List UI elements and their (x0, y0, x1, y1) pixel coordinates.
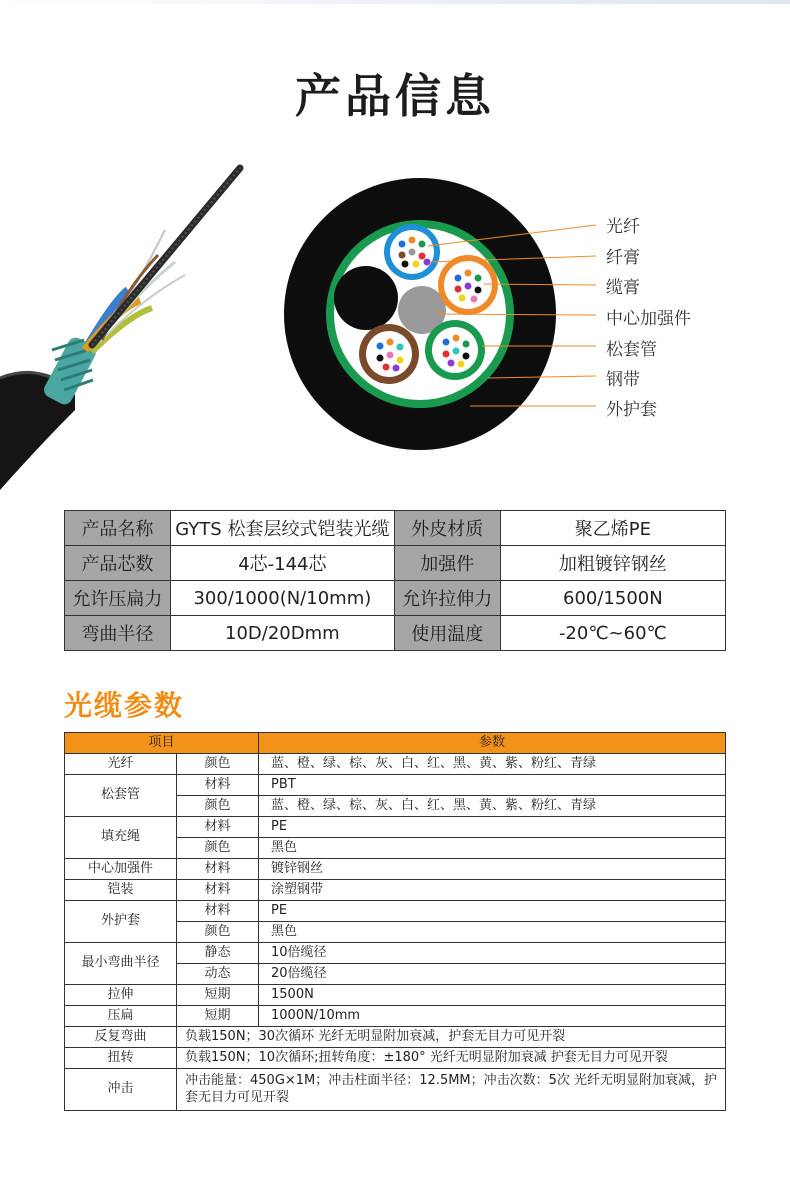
head-item: 项目 (65, 733, 259, 754)
row-value: 20倍缆径 (259, 964, 726, 985)
row-sub: 短期 (177, 985, 259, 1006)
row-value: 蓝、橙、绿、棕、灰、白、红、黑、黄、紫、粉红、青绿 (259, 796, 726, 817)
row-sub: 材料 (177, 775, 259, 796)
row-name: 最小弯曲半径 (65, 943, 177, 985)
label-fiber-gel: 纤膏 (606, 248, 640, 268)
row-name: 填充绳 (65, 817, 177, 859)
label-fiber: 光纤 (606, 217, 640, 237)
table-row (65, 1069, 726, 1111)
table-row (65, 880, 726, 901)
cable-side-view-image (0, 168, 240, 490)
row-value: 黑色 (259, 838, 726, 859)
row-name: 中心加强件 (65, 859, 177, 880)
row-sub: 颜色 (177, 754, 259, 775)
row-name: 冲击 (65, 1069, 177, 1111)
spec-value: GYTS 松套层绞式铠装光缆 (170, 511, 394, 546)
label-cable-gel: 缆膏 (606, 278, 640, 298)
row-name: 扭转 (65, 1048, 177, 1069)
table-row (65, 754, 726, 775)
row-value: 1000N/10mm (259, 1006, 726, 1027)
row-name: 铠装 (65, 880, 177, 901)
row-value: 负载150N；30次循环 光纤无明显附加衰减，护套无目力可见开裂 (177, 1027, 726, 1048)
spec-value: 10D/20Dmm (170, 616, 394, 651)
param-table (64, 732, 726, 1111)
table-row (65, 817, 726, 838)
row-value: 10倍缆径 (259, 943, 726, 964)
row-name: 松套管 (65, 775, 177, 817)
spec-row (65, 546, 726, 581)
row-value: 涂塑钢带 (259, 880, 726, 901)
table-row (65, 775, 726, 796)
spec-value: -20℃~60℃ (500, 616, 725, 651)
row-sub: 材料 (177, 817, 259, 838)
spec-row (65, 511, 726, 546)
row-sub: 材料 (177, 901, 259, 922)
spec-row (65, 616, 726, 651)
top-strip (0, 0, 790, 4)
spec-value: 600/1500N (500, 581, 725, 616)
spec-key: 使用温度 (394, 616, 500, 651)
row-value: PE (259, 901, 726, 922)
spec-value: 300/1000(N/10mm) (170, 581, 394, 616)
table-row (65, 1048, 726, 1069)
label-steel-tape: 钢带 (606, 370, 640, 390)
row-value: PBT (259, 775, 726, 796)
spec-row (65, 581, 726, 616)
row-name: 反复弯曲 (65, 1027, 177, 1048)
spec-key: 允许拉伸力 (394, 581, 500, 616)
spec-key: 产品名称 (65, 511, 171, 546)
table-row (65, 901, 726, 922)
section-title: 光缆参数 (64, 689, 185, 722)
row-sub: 动态 (177, 964, 259, 985)
spec-value: 加粗镀锌钢丝 (500, 546, 725, 581)
row-value: 1500N (259, 985, 726, 1006)
table-row (65, 943, 726, 964)
label-center-strength: 中心加强件 (606, 309, 691, 329)
head-param: 参数 (259, 733, 726, 754)
row-name: 光纤 (65, 754, 177, 775)
row-name: 拉伸 (65, 985, 177, 1006)
row-sub: 颜色 (177, 838, 259, 859)
row-sub: 短期 (177, 1006, 259, 1027)
page-title: 产品信息 (295, 69, 495, 123)
spec-value: 4芯-144芯 (170, 546, 394, 581)
row-name: 压扁 (65, 1006, 177, 1027)
row-sub: 颜色 (177, 922, 259, 943)
row-value: PE (259, 817, 726, 838)
param-head-row (65, 733, 726, 754)
spec-key: 外皮材质 (394, 511, 500, 546)
row-value: 蓝、橙、绿、棕、灰、白、红、黑、黄、紫、粉红、青绿 (259, 754, 726, 775)
row-value: 黑色 (259, 922, 726, 943)
row-value: 负载150N；10次循环;扭转角度：±180° 光纤无明显附加衰减 护套无目力可见开裂 (177, 1048, 726, 1069)
row-value: 冲击能量：450G×1M；冲击柱面半径：12.5MM；冲击次数：5次 光纤无明显附加衰减，护套无目力可见开裂 (177, 1069, 726, 1111)
row-sub: 颜色 (177, 796, 259, 817)
label-loose-tube: 松套管 (606, 340, 657, 360)
row-sub: 材料 (177, 859, 259, 880)
spec-value: 聚乙烯PE (500, 511, 725, 546)
label-outer-sheath: 外护套 (606, 400, 657, 420)
table-row (65, 859, 726, 880)
spec-key: 产品芯数 (65, 546, 171, 581)
spec-key: 加强件 (394, 546, 500, 581)
table-row (65, 1027, 726, 1048)
spec-table (64, 510, 726, 651)
spec-key: 允许压扁力 (65, 581, 171, 616)
spec-key: 弯曲半径 (65, 616, 171, 651)
cable-cross-section (284, 178, 596, 450)
row-name: 外护套 (65, 901, 177, 943)
row-sub: 材料 (177, 880, 259, 901)
table-row (65, 985, 726, 1006)
row-sub: 静态 (177, 943, 259, 964)
row-value: 镀锌钢丝 (259, 859, 726, 880)
table-row (65, 1006, 726, 1027)
